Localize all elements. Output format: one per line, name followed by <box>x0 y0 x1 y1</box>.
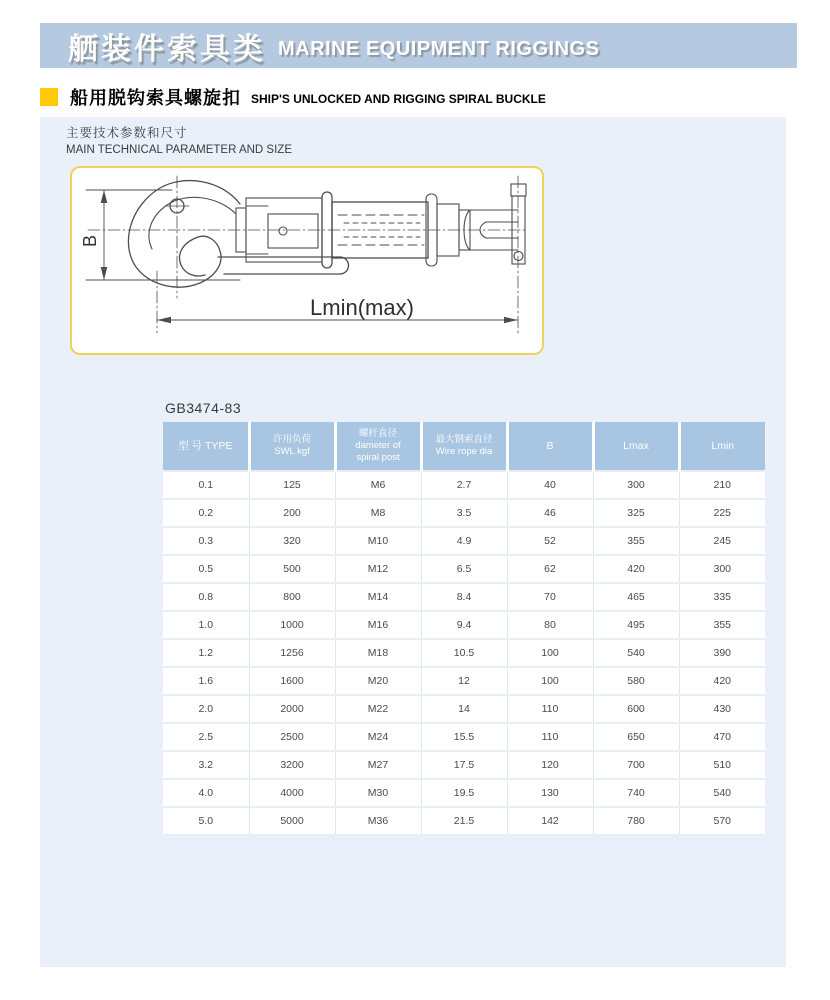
table-cell: 19.5 <box>421 779 507 807</box>
table-cell: 9.4 <box>421 611 507 639</box>
table-cell: 325 <box>593 499 679 527</box>
table-row <box>163 751 765 779</box>
table-cell: 110 <box>507 695 593 723</box>
col-header-lmax <box>593 422 679 471</box>
header-line: Lmin <box>711 440 735 452</box>
table-cell: 80 <box>507 611 593 639</box>
table-cell: 225 <box>679 499 765 527</box>
col-header-lmin <box>679 422 765 471</box>
table-cell: 0.3 <box>163 527 249 555</box>
table-cell: 0.5 <box>163 555 249 583</box>
table-cell: 245 <box>679 527 765 555</box>
table-row <box>163 807 765 835</box>
table-cell: M30 <box>335 779 421 807</box>
table-cell: 335 <box>679 583 765 611</box>
header-line: dameter of <box>355 440 401 451</box>
table-cell: 700 <box>593 751 679 779</box>
table-row <box>163 723 765 751</box>
centerlines <box>88 176 528 333</box>
table-cell: 4.9 <box>421 527 507 555</box>
col-header-wire-rope <box>421 422 507 471</box>
table-cell: M14 <box>335 583 421 611</box>
table-cell: 300 <box>679 555 765 583</box>
table-cell: 355 <box>679 611 765 639</box>
table-cell: 1256 <box>249 639 335 667</box>
header-line: 最大钢索直径 <box>435 434 493 445</box>
table-cell: 70 <box>507 583 593 611</box>
table-cell: 0.8 <box>163 583 249 611</box>
table-row <box>163 471 765 499</box>
table-cell: 3.5 <box>421 499 507 527</box>
table-cell: M27 <box>335 751 421 779</box>
table-cell: 130 <box>507 779 593 807</box>
parameters-title <box>66 123 292 156</box>
table-cell: 465 <box>593 583 679 611</box>
header-line: B <box>546 440 554 452</box>
table-cell: 8.4 <box>421 583 507 611</box>
table-cell: 10.5 <box>421 639 507 667</box>
table-cell: 420 <box>593 555 679 583</box>
parameters-title-zh: 主要技术参数和尺寸 <box>66 126 188 140</box>
table-cell: 0.2 <box>163 499 249 527</box>
header-line: Wire rope dia <box>435 446 493 457</box>
table-cell: 420 <box>679 667 765 695</box>
table-cell: 4000 <box>249 779 335 807</box>
table-row <box>163 667 765 695</box>
table-cell: M20 <box>335 667 421 695</box>
table-row <box>163 555 765 583</box>
table-cell: 2500 <box>249 723 335 751</box>
table-cell: 100 <box>507 639 593 667</box>
header-line: SWL kgf <box>274 446 310 457</box>
table-row <box>163 639 765 667</box>
header-line: 型 号 TYPE <box>178 440 233 452</box>
table-cell: 1.0 <box>163 611 249 639</box>
table-cell: 2000 <box>249 695 335 723</box>
table-row <box>163 583 765 611</box>
table-cell: 570 <box>679 807 765 835</box>
table-cell: 15.5 <box>421 723 507 751</box>
table-cell: 495 <box>593 611 679 639</box>
table-cell: 120 <box>507 751 593 779</box>
table-cell: 62 <box>507 555 593 583</box>
table-cell: 5000 <box>249 807 335 835</box>
table-cell: M18 <box>335 639 421 667</box>
table-cell: 2.5 <box>163 723 249 751</box>
table-cell: 6.5 <box>421 555 507 583</box>
table-cell: 470 <box>679 723 765 751</box>
table-cell: 1.6 <box>163 667 249 695</box>
dim-length-label: Lmin(max) <box>310 295 414 320</box>
spec-table-body <box>163 471 765 835</box>
table-cell: 500 <box>249 555 335 583</box>
table-row <box>163 611 765 639</box>
header-line: 许用负荷 <box>272 434 311 445</box>
table-row <box>163 527 765 555</box>
table-cell: 21.5 <box>421 807 507 835</box>
header-line: spiral post <box>356 452 400 463</box>
diagram-box <box>70 166 544 355</box>
table-cell: 320 <box>249 527 335 555</box>
table-cell: 580 <box>593 667 679 695</box>
table-cell: M36 <box>335 807 421 835</box>
table-row <box>163 499 765 527</box>
dim-height-label: B <box>80 234 100 247</box>
table-cell: 740 <box>593 779 679 807</box>
standard-code: GB3474-83 <box>165 400 242 416</box>
table-cell: 12 <box>421 667 507 695</box>
table-cell: 52 <box>507 527 593 555</box>
table-cell: 1.2 <box>163 639 249 667</box>
table-row <box>163 779 765 807</box>
table-cell: 300 <box>593 471 679 499</box>
table-cell: 3.2 <box>163 751 249 779</box>
table-cell: 200 <box>249 499 335 527</box>
table-cell: 780 <box>593 807 679 835</box>
table-cell: 14 <box>421 695 507 723</box>
parameters-title-en: MAIN TECHNICAL PARAMETER AND SIZE <box>66 144 292 156</box>
table-cell: M6 <box>335 471 421 499</box>
col-header-b <box>507 422 593 471</box>
table-row <box>163 695 765 723</box>
section-title-en: SHIP'S UNLOCKED AND RIGGING SPIRAL BUCKLE <box>251 92 546 106</box>
table-cell: 210 <box>679 471 765 499</box>
table-cell: 430 <box>679 695 765 723</box>
table-cell: 4.0 <box>163 779 249 807</box>
table-cell: 2.0 <box>163 695 249 723</box>
page-header-band <box>40 23 797 68</box>
section-title-zh: 船用脱钩索具螺旋扣 <box>70 88 241 108</box>
table-cell: M8 <box>335 499 421 527</box>
yellow-bullet-icon <box>40 88 58 106</box>
table-cell: 800 <box>249 583 335 611</box>
section-heading <box>40 84 546 110</box>
table-cell: 540 <box>679 779 765 807</box>
table-cell: M12 <box>335 555 421 583</box>
table-cell: 100 <box>507 667 593 695</box>
table-cell: 390 <box>679 639 765 667</box>
table-cell: 40 <box>507 471 593 499</box>
table-cell: 125 <box>249 471 335 499</box>
table-cell: 17.5 <box>421 751 507 779</box>
table-cell: M22 <box>335 695 421 723</box>
page-title-zh: 舾装件索具类 <box>68 32 266 66</box>
table-cell: 3200 <box>249 751 335 779</box>
table-cell: 2.7 <box>421 471 507 499</box>
col-header-swl <box>249 422 335 471</box>
table-cell: M10 <box>335 527 421 555</box>
hook-outline <box>128 181 348 288</box>
table-cell: 1600 <box>249 667 335 695</box>
header-line: Lmax <box>623 440 649 452</box>
content-panel <box>40 117 786 967</box>
technical-drawing <box>72 168 542 353</box>
table-cell: M24 <box>335 723 421 751</box>
table-cell: 110 <box>507 723 593 751</box>
col-header-type <box>163 422 249 471</box>
col-header-screw-diameter <box>335 422 421 471</box>
table-cell: 46 <box>507 499 593 527</box>
page-title-en: MARINE EQUIPMENT RIGGINGS <box>278 38 600 60</box>
table-cell: M16 <box>335 611 421 639</box>
table-cell: 600 <box>593 695 679 723</box>
fork-clevis <box>464 184 526 264</box>
table-header-row <box>163 422 765 471</box>
table-cell: 0.1 <box>163 471 249 499</box>
dim-height-lines <box>86 190 240 280</box>
header-line: 螺杆直径 <box>358 428 397 439</box>
spec-table <box>163 422 765 836</box>
table-cell: 355 <box>593 527 679 555</box>
table-cell: 540 <box>593 639 679 667</box>
table-cell: 510 <box>679 751 765 779</box>
table-cell: 142 <box>507 807 593 835</box>
table-cell: 5.0 <box>163 807 249 835</box>
latch-bar <box>218 257 349 274</box>
table-cell: 1000 <box>249 611 335 639</box>
table-cell: 650 <box>593 723 679 751</box>
